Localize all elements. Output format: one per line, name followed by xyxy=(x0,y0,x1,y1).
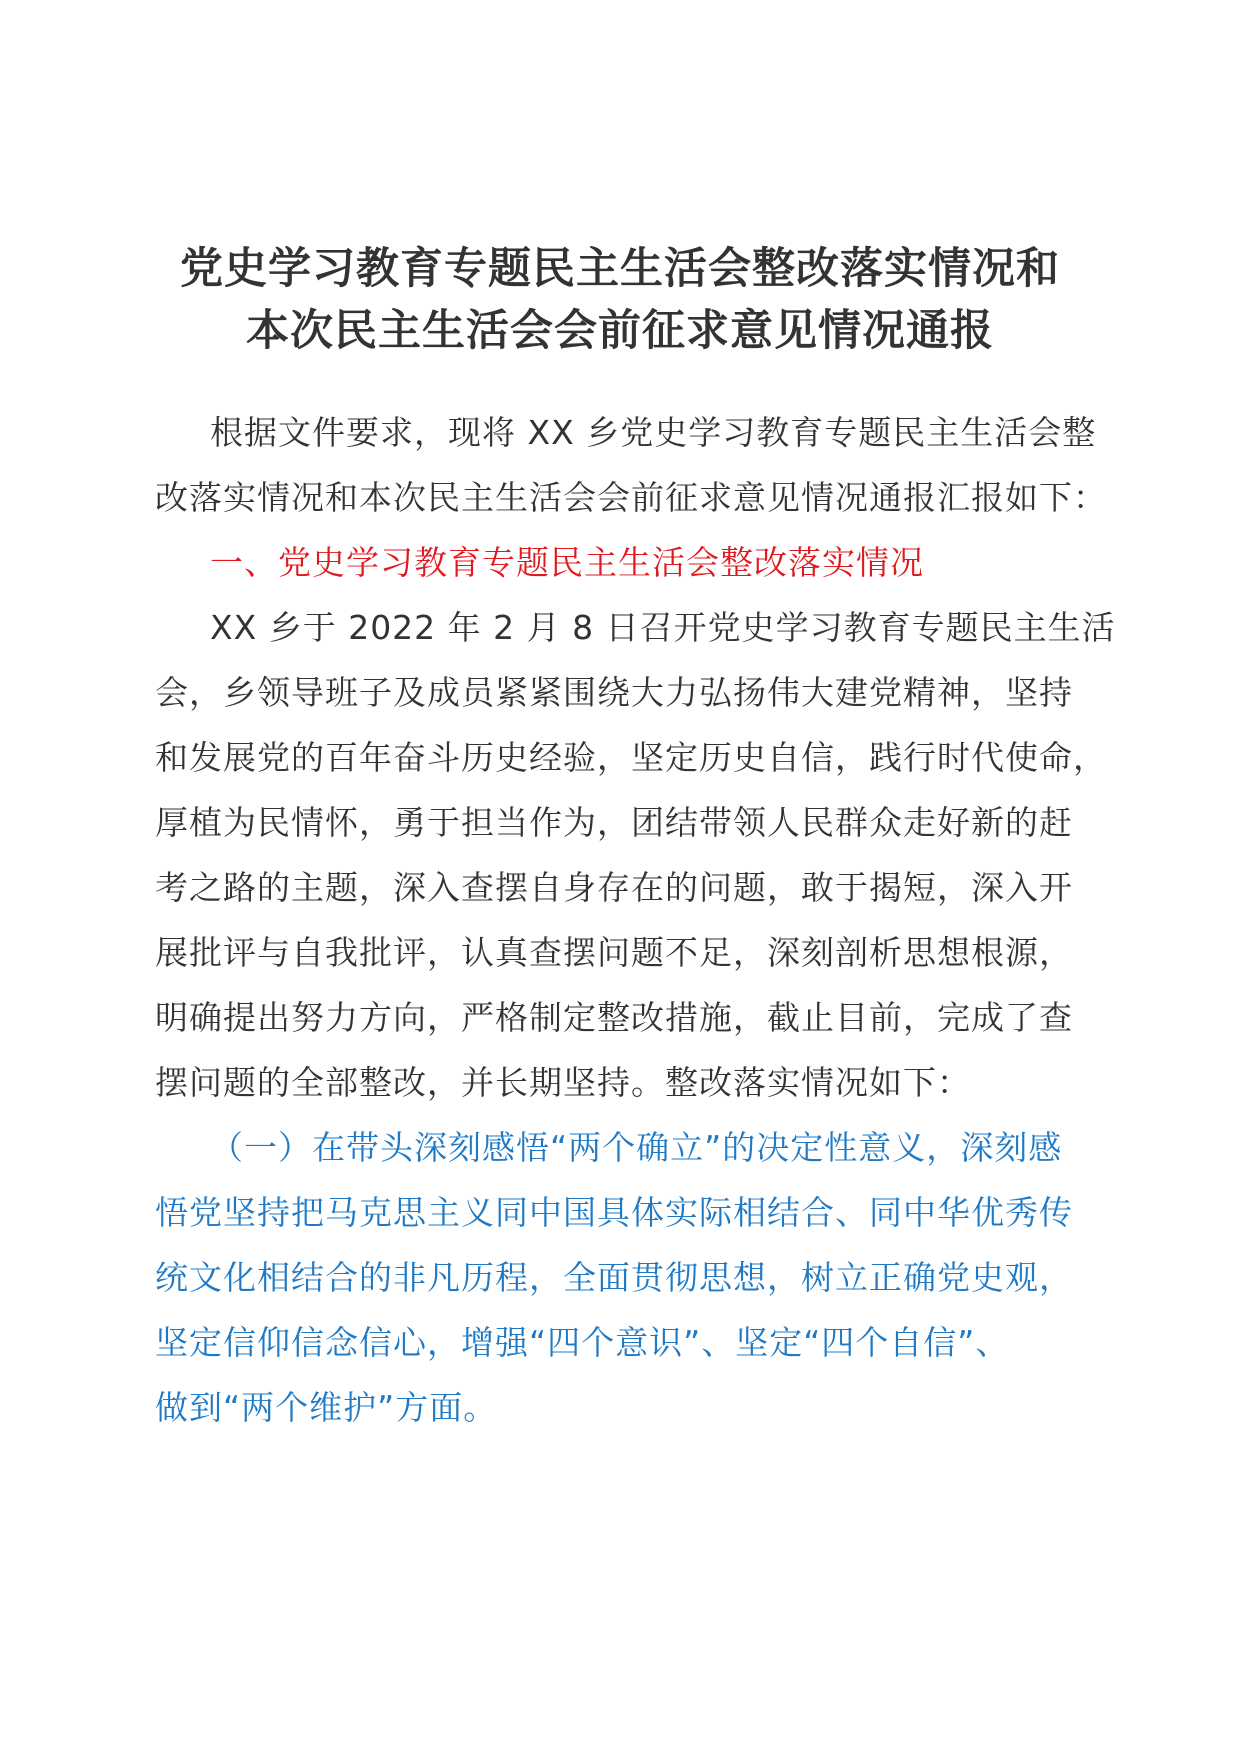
section-paragraph-line-3: 和发展党的百年奋斗历史经验，坚定历史自信，践行时代使命， xyxy=(155,738,1107,777)
subsection-line-2: 悟党坚持把马克思主义同中国具体实际相结合、同中华优秀传 xyxy=(155,1193,1073,1232)
section-paragraph-line-5: 考之路的主题，深入查摆自身存在的问题，敢于揭短，深入开 xyxy=(155,868,1073,907)
section-paragraph-line-1: XX 乡于 2022 年 2 月 8 日召开党史学习教育专题民主生活 xyxy=(210,608,1116,647)
intro-line-1: 根据文件要求，现将 XX 乡党史学习教育专题民主生活会整 xyxy=(210,413,1097,452)
section-paragraph-line-7: 明确提出努力方向，严格制定整改措施，截止目前，完成了查 xyxy=(155,998,1073,1037)
section-heading: 一、党史学习教育专题民主生活会整改落实情况 xyxy=(210,543,924,582)
subsection-line-3: 统文化相结合的非凡历程，全面贯彻思想，树立正确党史观， xyxy=(155,1258,1073,1297)
title-line-1: 党史学习教育专题民主生活会整改落实情况和 xyxy=(180,244,1060,294)
intro-line-2: 改落实情况和本次民主生活会会前征求意见情况通报汇报如下： xyxy=(155,478,1107,517)
document-title xyxy=(140,238,1100,362)
subsection-line-1: （一）在带头深刻感悟“两个确立”的决定性意义，深刻感 xyxy=(210,1128,1063,1167)
title-line-2: 本次民主生活会会前征求意见情况通报 xyxy=(246,306,994,356)
section-paragraph-line-6: 展批评与自我批评，认真查摆问题不足，深刻剖析思想根源， xyxy=(155,933,1073,972)
section-paragraph-line-2: 会，乡领导班子及成员紧紧围绕大力弘扬伟大建党精神，坚持 xyxy=(155,673,1073,712)
subsection-line-5: 做到“两个维护”方面。 xyxy=(155,1388,498,1427)
document-body xyxy=(155,400,1116,1440)
subsection-line-4: 坚定信仰信念信心，增强“四个意识”、坚定“四个自信”、 xyxy=(155,1323,1010,1362)
section-paragraph-line-8: 摆问题的全部整改，并长期坚持。整改落实情况如下： xyxy=(155,1063,971,1102)
section-paragraph-line-4: 厚植为民情怀，勇于担当作为，团结带领人民群众走好新的赶 xyxy=(155,803,1073,842)
